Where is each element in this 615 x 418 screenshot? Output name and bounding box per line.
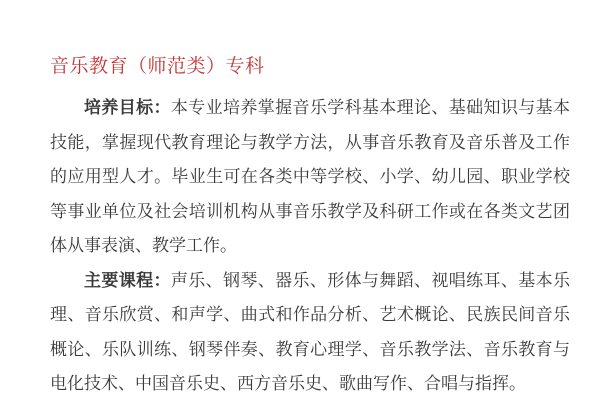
- document-content: [50, 54, 570, 402]
- main-courses-text: 声乐、钢琴、器乐、形体与舞蹈、视唱练耳、基本乐理、音乐欣赏、和声学、曲式和作品分析、艺术概论、民族民间音乐概论、乐队训练、钢琴伴奏、教育心理学、音乐教学法、音乐教育与电化技术、中国音乐史、西方音乐史、歌曲写作、合唱与指挥。: [50, 270, 571, 393]
- paragraph-training-objectives: [50, 91, 570, 264]
- main-courses-label: 主要课程：: [84, 270, 171, 290]
- page-title: 音乐教育（师范类）专科: [50, 56, 265, 77]
- training-objectives-text: 本专业培养掌握音乐学科基本理论、基础知识与基本技能，掌握现代教育理论与教学方法，从事音乐教育及音乐普及工作的应用型人才。毕业生可在各类中等学校、小学、幼儿园、职业学校等事业单位及社会培训机构从事音乐教学及科研工作或在各类文艺团体从事表演、教学工作。: [50, 98, 571, 255]
- paragraph-main-courses: [50, 264, 570, 402]
- training-objectives-label: 培养目标：: [84, 98, 171, 117]
